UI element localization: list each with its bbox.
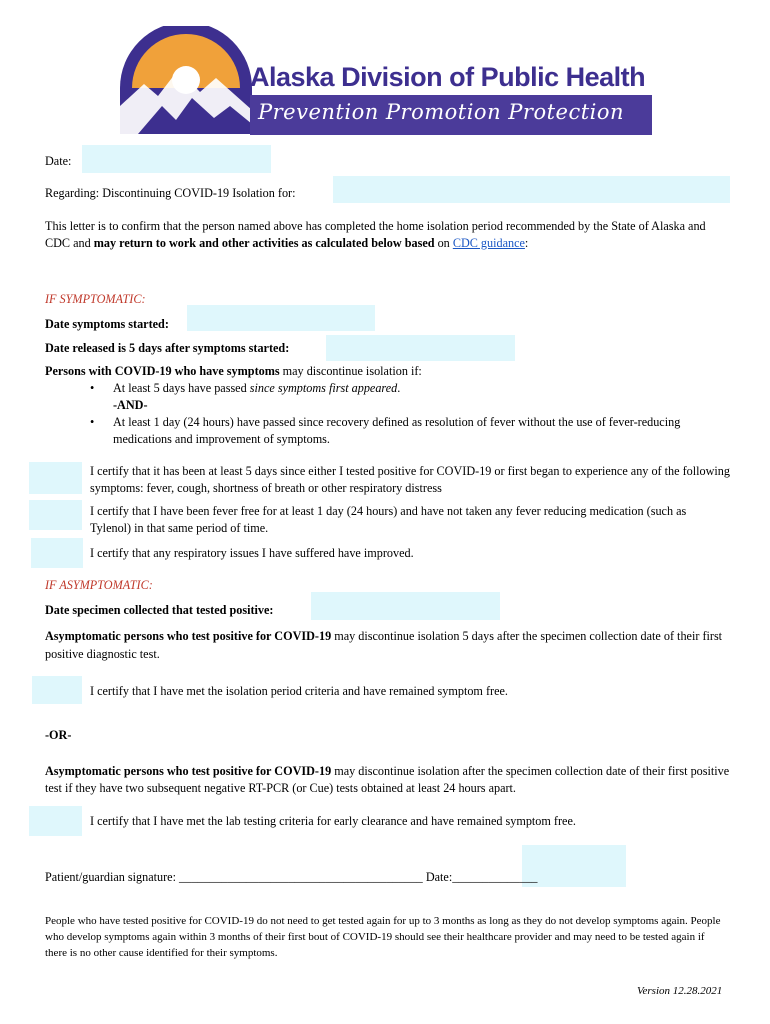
patient-name-field[interactable] bbox=[333, 176, 730, 203]
cert-checkbox-5[interactable] bbox=[29, 806, 82, 836]
cert-text-1: I certify that it has been at least 5 days since either I tested positive for COVID-19 or first began to experience any of the following symptoms: fever, cough, shortness of breath or other respiratory distress bbox=[90, 464, 730, 495]
cert-checkbox-4[interactable] bbox=[32, 676, 82, 704]
cert-text-5: I certify that I have met the lab testing criteria for early clearance and have remained symptom free. bbox=[90, 814, 576, 828]
logo-tagline: Prevention Promotion Protection bbox=[258, 100, 625, 124]
date-released-field[interactable] bbox=[326, 335, 515, 361]
date-field[interactable] bbox=[82, 145, 271, 173]
bullet-1: At least 5 days have passed since symptoms first appeared. bbox=[113, 381, 401, 395]
and-separator: -AND- bbox=[113, 398, 148, 412]
cdc-guidance-link[interactable]: CDC guidance bbox=[452, 236, 525, 250]
asymptomatic-heading: IF ASYMPTOMATIC: bbox=[45, 578, 153, 592]
symptoms-started-label: Date symptoms started: bbox=[45, 317, 169, 331]
regarding-label: Regarding: Discontinuing COVID-19 Isolation for: bbox=[45, 186, 296, 200]
version-label: Version 12.28.2021 bbox=[637, 985, 723, 997]
intro-paragraph: This letter is to confirm that the person named above has completed the home isolation period recommended by the State of Alaska and CDC and may return to work and other activities as calculated below based on CDC guidance: bbox=[45, 219, 706, 250]
or-separator: -OR- bbox=[45, 728, 72, 742]
asymptomatic-paragraph-2: Asymptomatic persons who test positive for COVID-19 may discontinue isolation after the specimen collection date of their first positive test if they have two subsequent negative RT-PCR (or Cue) tests obtained at least 24 hours apart. bbox=[45, 764, 730, 795]
bullet-dot-2: • bbox=[90, 415, 95, 429]
date-collected-label: Date specimen collected that tested positive: bbox=[45, 603, 274, 617]
signature-line: Patient/guardian signature: ________________________________________ Date:______________ bbox=[45, 870, 538, 884]
date-collected-field[interactable] bbox=[311, 592, 500, 620]
cert-checkbox-3[interactable] bbox=[31, 538, 83, 568]
cert-checkbox-1[interactable] bbox=[29, 462, 82, 494]
bullet-dot-1: • bbox=[90, 381, 95, 395]
symptomatic-criteria: Persons with COVID-19 who have symptoms may discontinue isolation if: bbox=[45, 364, 422, 378]
symptomatic-heading: IF SYMPTOMATIC: bbox=[45, 292, 146, 306]
date-released-label: Date released is 5 days after symptoms started: bbox=[45, 341, 290, 355]
logo-title: Alaska Division of Public Health bbox=[250, 62, 646, 92]
footer-note: People who have tested positive for COVID-19 do not need to get tested again for up to 3 months as long as they do not develop symptoms again. People who develop symptoms again within 3 months of their first bout of COVID-19 should see their healthcare provider and may need to be tested again if there is no other cause identified for their symptoms. bbox=[45, 915, 721, 959]
logo-emblem-icon bbox=[118, 26, 254, 136]
cert-text-3: I certify that any respiratory issues I have suffered have improved. bbox=[90, 546, 414, 560]
cert-text-4: I certify that I have met the isolation period criteria and have remained symptom free. bbox=[90, 684, 508, 698]
asymptomatic-paragraph-1: Asymptomatic persons who test positive for COVID-19 may discontinue isolation 5 days after the specimen collection date of their first positive diagnostic test. bbox=[45, 629, 723, 661]
date-label: Date: bbox=[45, 154, 72, 168]
bullet-2: At least 1 day (24 hours) have passed since recovery defined as resolution of fever without the use of fever-reducing medications and improvement of symptoms. bbox=[113, 415, 681, 446]
symptoms-started-field[interactable] bbox=[187, 305, 375, 331]
cert-checkbox-2[interactable] bbox=[29, 500, 82, 530]
cert-text-2: I certify that I have been fever free for at least 1 day (24 hours) and have not taken any fever reducing medication (such as Tylenol) in that same period of time. bbox=[90, 504, 687, 535]
